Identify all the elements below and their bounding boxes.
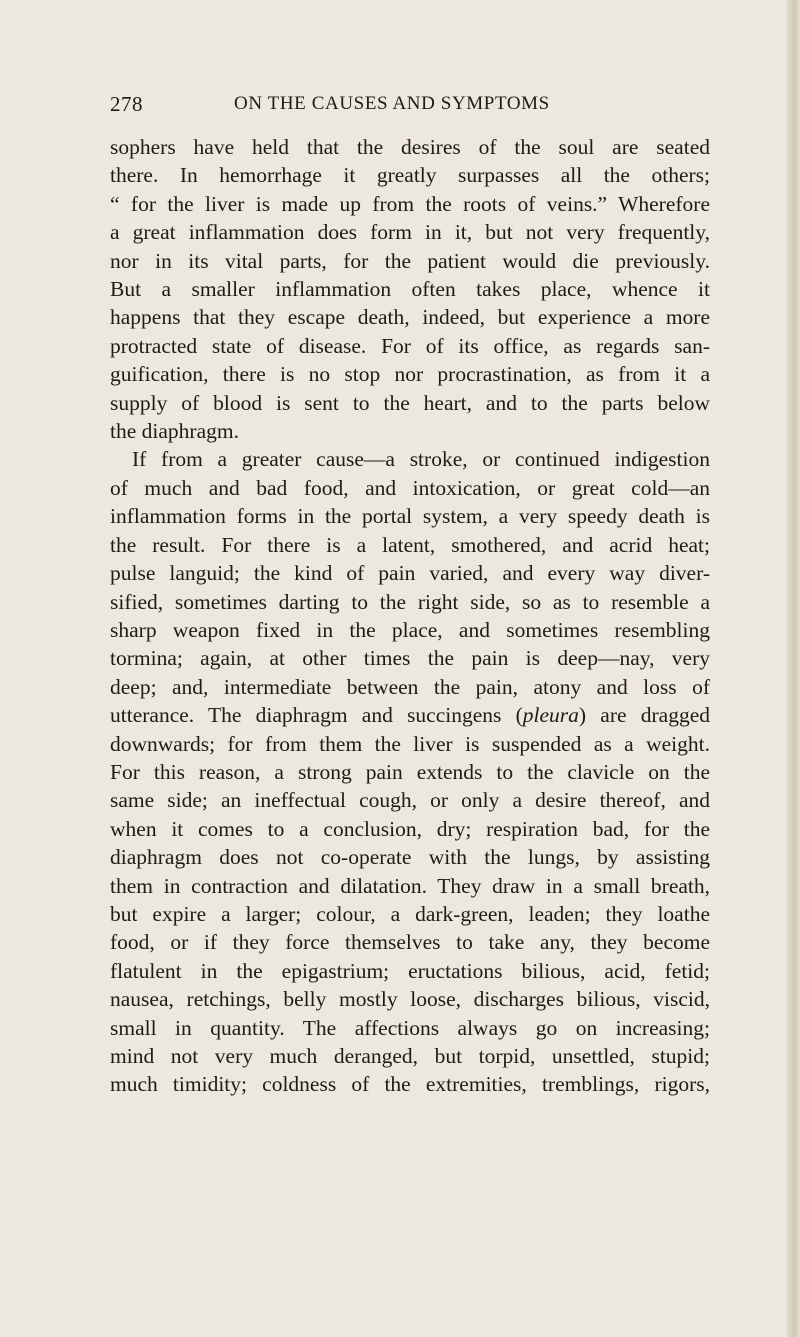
text-line: But a smaller inflammation often takes place, whence it [110,277,710,302]
text-line: food, or if they force themselves to take any, they become [110,930,710,955]
text-line: tormina; again, at other times the pain is deep—nay, very [110,646,710,671]
text-line: the diaphragm. [110,419,239,444]
body-text [110,133,710,1099]
text-line: there. In hemorrhage it greatly surpasses all the others; [110,163,710,188]
paragraph-start-line: If from a greater cause—a stroke, or continued indigestion [132,447,710,472]
text-line: flatulent in the epigastrium; eructations bilious, acid, fetid; [110,958,710,983]
text-segment: ) are dragged [578,703,710,728]
text-line: downwards; for from them the liver is suspended as a weight. [110,731,710,756]
italic-term: pleura [522,703,579,728]
page-edge [786,0,800,1337]
page-number: 278 [110,92,143,116]
text-line: “ for the liver is made up from the roots of veins.” Wherefore [110,191,710,216]
text-line: happens that they escape death, indeed, but experience a more [110,305,710,330]
text-line: sophers have held that the desires of the soul are seated [110,135,710,159]
text-line: supply of blood is sent to the heart, and to the parts below [110,390,710,415]
text-line: nausea, retchings, belly mostly loose, discharges bilious, viscid, [110,987,710,1012]
text-line: small in quantity. The affections always go on increasing; [110,1015,710,1040]
text-line: sified, sometimes darting to the right side, so as to resemble a [110,589,710,614]
text-line: mind not very much deranged, but torpid, unsettled, stupid; [110,1044,710,1068]
text-line: of much and bad food, and intoxication, or great cold—an [110,475,710,500]
running-title: ON THE CAUSES AND SYMPTOMS [234,93,550,114]
text-line-with-italic [110,701,710,729]
text-line: when it comes to a conclusion, dry; respiration bad, for the [110,816,710,841]
text-line: much timidity; coldness of the extremities, tremblings, rigors, [110,1072,710,1097]
text-line: them in contraction and dilatation. They draw in a small breath, [110,873,710,898]
text-segment: utterance. The diaphragm and succingens ( [110,703,523,728]
text-line: the result. For there is a latent, smothered, and acrid heat; [110,532,710,557]
text-line: deep; and, intermediate between the pain, atony and loss of [110,674,710,699]
text-line: nor in its vital parts, for the patient would die previously. [110,248,710,273]
text-line: but expire a larger; colour, a dark-green, leaden; they loathe [110,901,710,926]
text-line: inflammation forms in the portal system, a very speedy death is [110,504,710,529]
text-line: For this reason, a strong pain extends to the clavicle on the [110,759,710,784]
text-line: pulse languid; the kind of pain varied, and every way diver- [110,561,710,586]
text-line: guification, there is no stop nor procrastination, as from it a [110,362,710,387]
text-line: protracted state of disease. For of its office, as regards san- [110,333,710,358]
text-line: diaphragm does not co-operate with the lungs, by assisting [110,845,710,870]
text-line: same side; an ineffectual cough, or only a desire thereof, and [110,788,710,813]
running-head [110,92,710,122]
text-line: a great inflammation does form in it, but not very frequently, [110,220,710,245]
text-line: sharp weapon fixed in the place, and sometimes resembling [110,617,710,642]
